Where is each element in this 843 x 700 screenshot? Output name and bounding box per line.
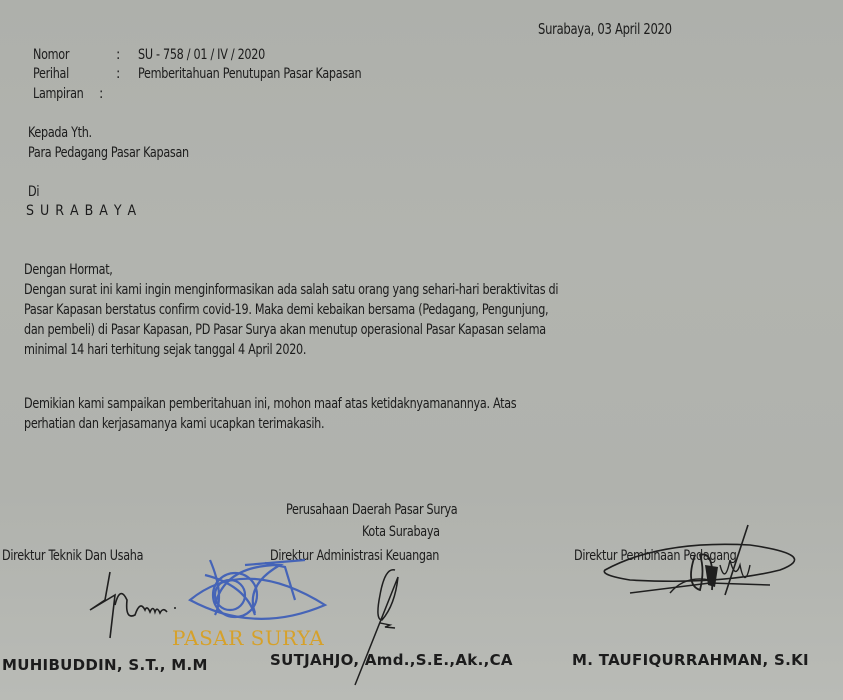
signature-2-icon (340, 565, 410, 690)
body-line-2: Pasar Kapasan berstatus confirm covid-19. Maka demi kebaikan bersama (Pedagang, Pengunjung, (24, 302, 549, 318)
signatory-title-2: Direktur Administrasi Keuangan (270, 548, 440, 564)
closing-line-1: Demikian kami sampaikan pemberitahuan ini, mohon maaf atas ketidaknyamanannya. Atas (24, 396, 517, 412)
meta-label-perihal: Perihal (33, 66, 69, 82)
body-line-4: minimal 14 hari terhitung sejak tanggal 4 April 2020. (24, 342, 307, 358)
meta-colon: : (116, 66, 121, 82)
signatory-name-2: SUTJAHJO, Amd.,S.E.,Ak.,CA (270, 651, 513, 669)
meta-label-lampiran: Lampiran (33, 86, 84, 102)
recipient-line-3: Di (28, 184, 40, 200)
recipient-line-1: Kepada Yth. (28, 125, 92, 141)
recipient-city: S U R A B A Y A (26, 203, 138, 219)
body-line-3: dan pembeli) di Pasar Kapasan, PD Pasar Surya akan menutup operasional Pasar Kapasan selama (24, 322, 546, 338)
organization-city: Kota Surabaya (362, 524, 440, 540)
signature-3-icon (600, 525, 820, 635)
meta-colon: : (99, 86, 104, 102)
place-date: Surabaya, 03 April 2020 (538, 20, 672, 38)
closing-line-2: perhatian dan kerjasamanya kami ucapkan terimakasih. (24, 416, 325, 432)
meta-value-perihal: Pemberitahuan Penutupan Pasar Kapasan (138, 66, 362, 82)
salutation: Dengan Hormat, (24, 262, 113, 278)
signatory-name-1: MUHIBUDDIN, S.T., M.M (2, 656, 208, 674)
signature-1-icon (85, 570, 185, 640)
pasar-surya-logo-icon (185, 555, 335, 635)
organization-name: Perusahaan Daerah Pasar Surya (286, 502, 458, 518)
signatory-title-1: Direktur Teknik Dan Usaha (2, 548, 144, 564)
meta-label-nomor: Nomor (33, 47, 70, 63)
recipient-line-2: Para Pedagang Pasar Kapasan (28, 145, 189, 161)
meta-value-nomor: SU - 758 / 01 / IV / 2020 (138, 47, 265, 63)
signatory-title-3: Direktur Pembinaan Pedagang (574, 548, 737, 564)
stamp-text: PASAR SURYA (172, 626, 325, 650)
meta-colon: : (116, 47, 121, 63)
body-line-1: Dengan surat ini kami ingin menginformasikan ada salah satu orang yang sehari-hari beraktivitas di (24, 282, 559, 298)
signatory-name-3: M. TAUFIQURRAHMAN, S.KI (572, 651, 809, 669)
